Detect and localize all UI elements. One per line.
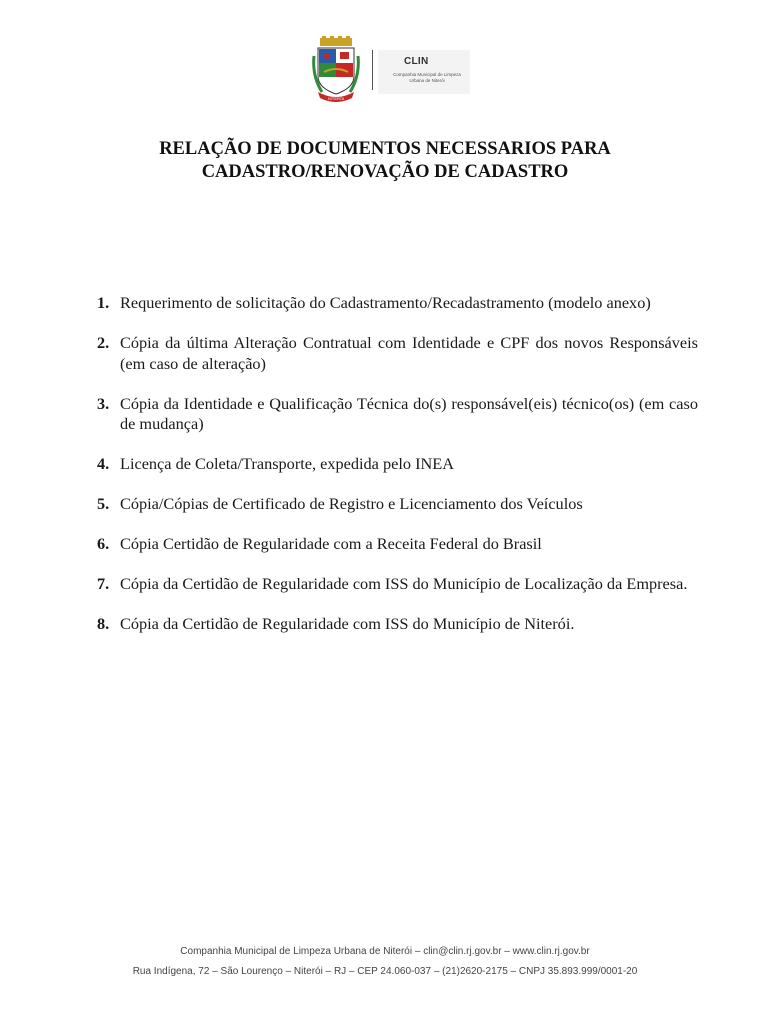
list-item [0, 394, 698, 435]
list-item-text: Cópia Certidão de Regularidade com a Receita Federal do Brasil [120, 534, 542, 553]
coat-motto: NITERÓI [327, 96, 345, 101]
document-list [0, 293, 770, 654]
logo-divider [372, 50, 373, 90]
clin-logo-subtitle [384, 72, 470, 84]
list-item-text: Requerimento de solicitação do Cadastramento/Recadastramento (modelo anexo) [120, 293, 651, 312]
list-item-number: 5. [97, 494, 110, 513]
list-item-text: Licença de Coleta/Transporte, expedida pelo INEA [120, 454, 454, 473]
document-title [70, 138, 700, 184]
list-item [0, 333, 698, 374]
list-item-number: 8. [97, 614, 110, 633]
clin-logo-subtitle-line1: Companhia Municipal de Limpeza [393, 72, 461, 77]
list-item [0, 454, 698, 475]
list-item-text: Cópia/Cópias de Certificado de Registro e Licenciamento dos Veículos [120, 494, 583, 513]
niteroi-coat-of-arms-icon [312, 36, 360, 106]
list-item-number: 1. [97, 293, 110, 312]
list-item-number: 4. [97, 454, 110, 473]
clin-logo-name: CLIN [404, 56, 429, 67]
list-item-text: Cópia da Certidão de Regularidade com ISS do Município de Localização da Empresa. [120, 574, 688, 593]
list-item [0, 494, 698, 515]
list-item-number: 3. [97, 393, 110, 413]
list-item-number: 6. [97, 534, 110, 553]
list-item-number: 2. [97, 333, 110, 352]
list-item [0, 293, 698, 314]
list-item [0, 614, 698, 635]
header-logos [312, 36, 472, 108]
clin-logo [378, 50, 470, 94]
document-title-line1: RELAÇÃO DE DOCUMENTOS NECESSARIOS PARA [159, 139, 611, 159]
list-item-text: Cópia da Identidade e Qualificação Técnica do(s) responsável(eis) técnico(os) (em caso de mudança) [120, 393, 698, 433]
footer-address-line: Rua Indígena, 72 – São Lourenço – Niterói – RJ – CEP 24.060-037 – (21)2620-2175 – CNPJ 35.893.999/0001-20 [132, 966, 638, 977]
footer-contact-line: Companhia Municipal de Limpeza Urbana de Niterói – clin@clin.rj.gov.br – www.clin.rj.gov.br [180, 946, 590, 957]
clin-logo-subtitle-line2: Urbana de Niterói [409, 78, 445, 83]
document-title-line2: CADASTRO/RENOVAÇÃO DE CADASTRO [201, 162, 569, 182]
list-item [0, 534, 698, 555]
list-item-text: Cópia da última Alteração Contratual com Identidade e CPF dos novos Responsáveis (em caso de alteração) [120, 333, 698, 373]
list-item-number: 7. [97, 574, 110, 593]
list-item-text: Cópia da Certidão de Regularidade com ISS do Município de Niterói. [120, 614, 575, 633]
list-item [0, 574, 698, 595]
